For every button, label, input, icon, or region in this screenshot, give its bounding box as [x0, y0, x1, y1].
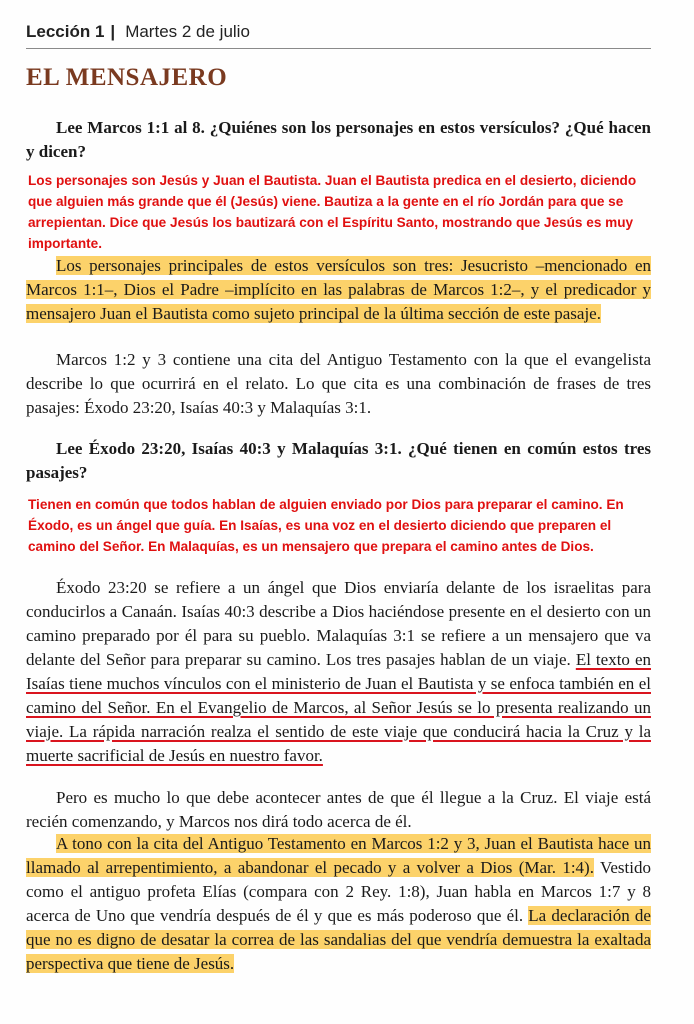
- page-title: EL MENSAJERO: [26, 64, 228, 91]
- paragraph-3: [26, 576, 651, 768]
- answer-2: Tienen en común que todos hablan de alguien enviado por Dios para preparar el camino. En Éxodo, es un ángel que guía. En Isaías, es una voz en el desierto diciendo que preparen el camino del Señor. En Malaquías, es un mensajero que prepara el camino antes de Dios.: [28, 497, 624, 554]
- paragraph-4: Pero es mucho lo que debe acontecer antes de que él llegue a la Cruz. El viaje está recién comenzando, y Marcos nos dirá todo acerca de él.: [26, 788, 651, 831]
- question-1: Lee Marcos 1:1 al 8. ¿Quiénes son los personajes en estos versículos? ¿Qué hacen y dicen?: [26, 118, 651, 161]
- paragraph-5: [26, 832, 651, 976]
- underlined-text: El texto en Isaías tiene muchos vínculos con el ministerio de Juan el Bautista y se enfoca también en el camino del Señor. En el Evangelio de Marcos, al Señor Jesús se lo presenta realizando un viaje. La rápida narración realza el sentido de este viaje que conducirá hacia la Cruz y la muerte sacrificial de Jesús en nuestro favor.: [26, 650, 651, 765]
- header-separator: |: [110, 22, 116, 41]
- paragraph-5-text: Vestido como el antiguo profeta Elías (compara con 2 Rey. 1:8), Juan habla en Marcos 1:7 y 8 acerca de Uno que vendría después de él y que es más poderoso que él.: [26, 858, 651, 925]
- lesson-number: Lección 1: [26, 22, 105, 41]
- highlighted-text-1: A tono con la cita del Antiguo Testamento en Marcos 1:2 y 3, Juan el Bautista hace un llamado al arrepentimiento, a abandonar el pecado y a volver a Dios (Mar. 1:4).: [26, 834, 651, 877]
- highlighted-text: Los personajes principales de estos versículos son tres: Jesucristo –mencionado en Marcos 1:1–, Dios el Padre –implícito en las palabras de Marcos 1:2–, y el predicador y mensajero Juan el Bautista como sujeto principal de la última sección de este pasaje.: [26, 256, 651, 323]
- answer-1: Los personajes son Jesús y Juan el Bautista. Juan el Bautista predica en el desierto, diciendo que alguien más grande que él (Jesús) viene. Bautiza a la gente en el río Jordán para que se arrepientan. Dice que Jesús los bautizará con el Espíritu Santo, mostrando que Jesús es muy importante.: [28, 173, 637, 251]
- paragraph-3-text: Éxodo 23:20 se refiere a un ángel que Dios enviaría delante de los israelitas para conducirlos a Canaán. Isaías 40:3 describe a Dios haciéndose presente en el desierto con un camino preparado por él para su pueblo. Malaquías 3:1 se refiere a un mensajero que va delante del Señor para preparar su camino. Los tres pasajes hablan de un viaje.: [26, 578, 651, 669]
- highlighted-text-2: La declaración de que no es digno de desatar la correa de las sandalias del que vendría demuestra la exaltada perspectiva que tiene de Jesús.: [26, 906, 651, 973]
- paragraph-2: Marcos 1:2 y 3 contiene una cita del Antiguo Testamento con la que el evangelista describe lo que ocurrirá en el relato. Lo que cita es una combinación de frases de tres pasajes: Éxodo 23:20, Isaías 40:3 y Malaquías 3:1.: [26, 350, 651, 417]
- question-2: Lee Éxodo 23:20, Isaías 40:3 y Malaquías 3:1. ¿Qué tienen en común estos tres pasajes?: [26, 439, 651, 482]
- lesson-header: [26, 22, 651, 49]
- paragraph-1: [26, 254, 651, 326]
- lesson-date: Martes 2 de julio: [125, 22, 250, 41]
